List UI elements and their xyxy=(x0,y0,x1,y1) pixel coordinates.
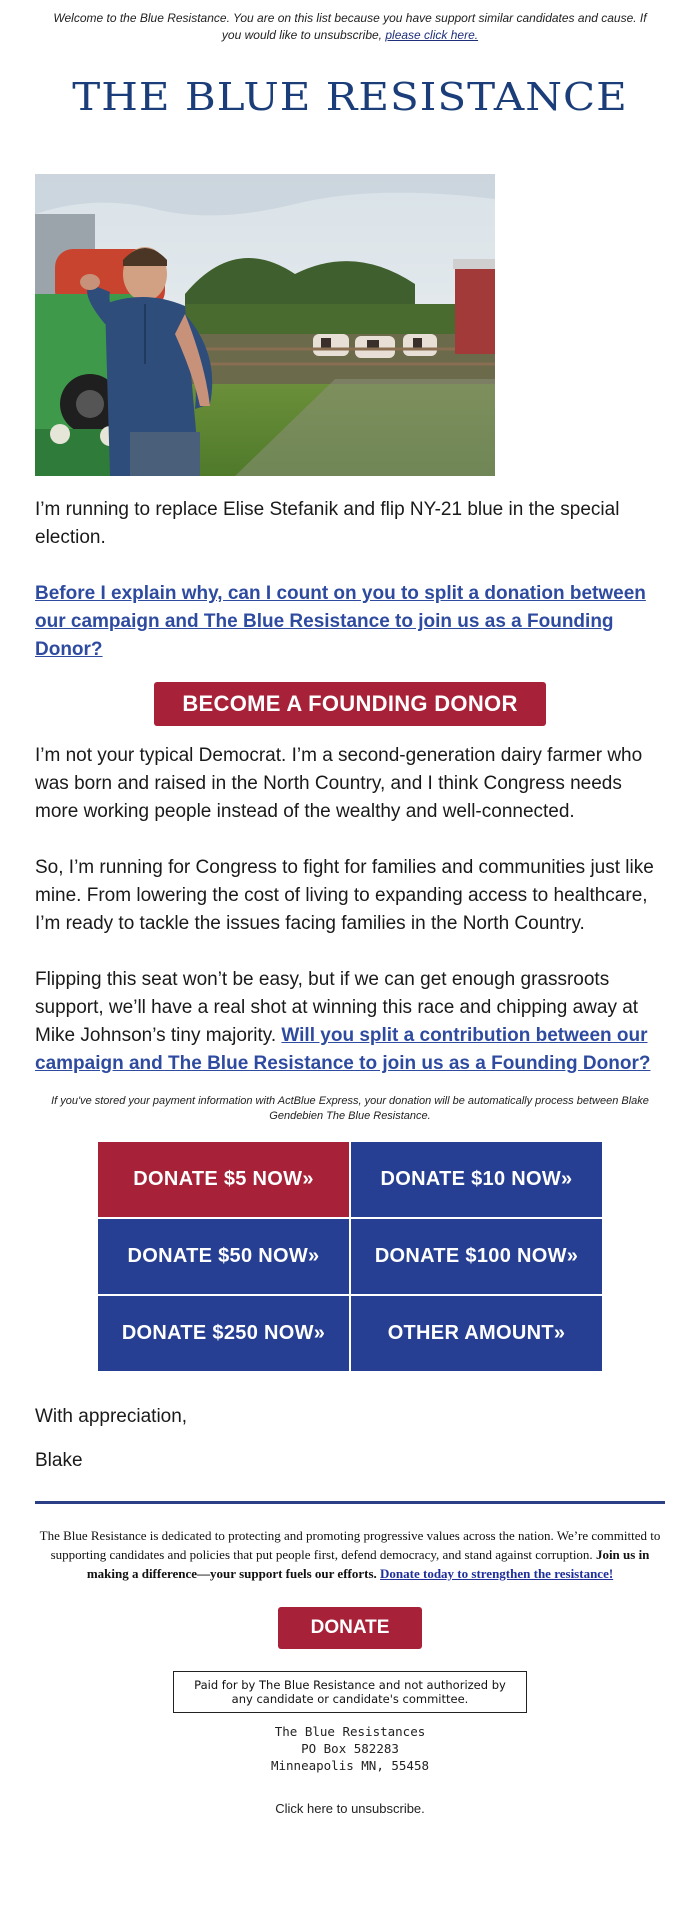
footer-donate-button[interactable]: DONATE xyxy=(278,1607,422,1649)
founding-donor-link[interactable]: Before I explain why, can I count on you to split a donation between our campaign and The Blue Resistance to join us as a Founding Donor? xyxy=(35,583,646,660)
paid-for-disclaimer: Paid for by The Blue Resistance and not authorized by any candidate or candidate's committee. xyxy=(173,1671,527,1713)
donate-10-button[interactable]: DONATE $10 NOW» xyxy=(351,1142,602,1217)
masthead-logo: THE BLUE RESISTANCE xyxy=(72,74,628,120)
footer-mission-bold: Join us in making a difference—your support fuels our efforts. xyxy=(86,1547,650,1581)
unsubscribe-link-top[interactable]: please click here. xyxy=(385,28,479,42)
body-paragraph-4 xyxy=(35,966,665,1078)
message-body-continued xyxy=(35,742,665,1078)
body-paragraph-2: I’m not your typical Democrat. I’m a second-generation dairy farmer who was born and raised in the North Country, and I think Congress needs more working people instead of the wealthy and well-connected. xyxy=(35,745,643,822)
signoff xyxy=(35,1403,665,1475)
body-paragraph-3: So, I’m running for Congress to fight for families and communities just like mine. From lowering the cost of living to expanding access to healthcare, I’m ready to tackle the issues facing families in the North Country. xyxy=(35,857,654,934)
actblue-express-note: If you've stored your payment information with ActBlue Express, your donation will be automatically process between Blake Gendebien The Blue Resistance. xyxy=(51,1095,649,1122)
donate-other-amount-button[interactable]: OTHER AMOUNT» xyxy=(351,1296,602,1371)
footer-donate-link[interactable]: Donate today to strengthen the resistance! xyxy=(380,1566,614,1581)
donate-5-button[interactable]: DONATE $5 NOW» xyxy=(98,1142,349,1217)
footer-mission-text: The Blue Resistance is dedicated to protecting and promoting progressive values across the nation. We’re committed to supporting candidates and policies that put people first, defend democracy, and stand against corruption. xyxy=(39,1528,661,1562)
address-line-1: The Blue Resistances xyxy=(274,1724,426,1739)
preheader xyxy=(0,0,700,44)
intro-paragraph: I’m running to replace Elise Stefanik and flip NY-21 blue in the special election. xyxy=(35,499,620,548)
unsubscribe-link-bottom[interactable]: Click here to unsubscribe. xyxy=(275,1801,425,1816)
signature-name: Blake xyxy=(35,1450,83,1471)
donation-amount-grid xyxy=(98,1142,602,1371)
address-line-2: PO Box 582283 xyxy=(301,1741,399,1756)
split-contribution-link[interactable]: Will you split a contribution between our campaign and The Blue Resistance to join us as a Founding Donor? xyxy=(35,1025,651,1074)
become-founding-donor-button[interactable]: BECOME A FOUNDING DONOR xyxy=(154,682,546,726)
founding-button-container xyxy=(0,682,700,726)
message-body xyxy=(35,496,665,664)
footer-mission xyxy=(35,1526,665,1583)
donate-100-button[interactable]: DONATE $100 NOW» xyxy=(351,1219,602,1294)
mailing-address xyxy=(0,1723,700,1774)
candidate-photo xyxy=(35,174,495,476)
donate-50-button[interactable]: DONATE $50 NOW» xyxy=(98,1219,349,1294)
address-line-3: Minneapolis MN, 55458 xyxy=(270,1758,430,1773)
preheader-text: Welcome to the Blue Resistance. You are on this list because you have support similar candidates and cause. If you would like to unsubscribe, xyxy=(53,11,647,42)
body-paragraph-4-text: Flipping this seat won’t be easy, but if we can get enough grassroots support, we’ll have a real shot at winning this race and chipping away at Mike Johnson’s tiny majority. xyxy=(35,969,639,1046)
footer-divider xyxy=(35,1501,665,1504)
closing-line: With appreciation, xyxy=(35,1406,188,1427)
donate-250-button[interactable]: DONATE $250 NOW» xyxy=(98,1296,349,1371)
footer-donate-container xyxy=(0,1607,700,1649)
